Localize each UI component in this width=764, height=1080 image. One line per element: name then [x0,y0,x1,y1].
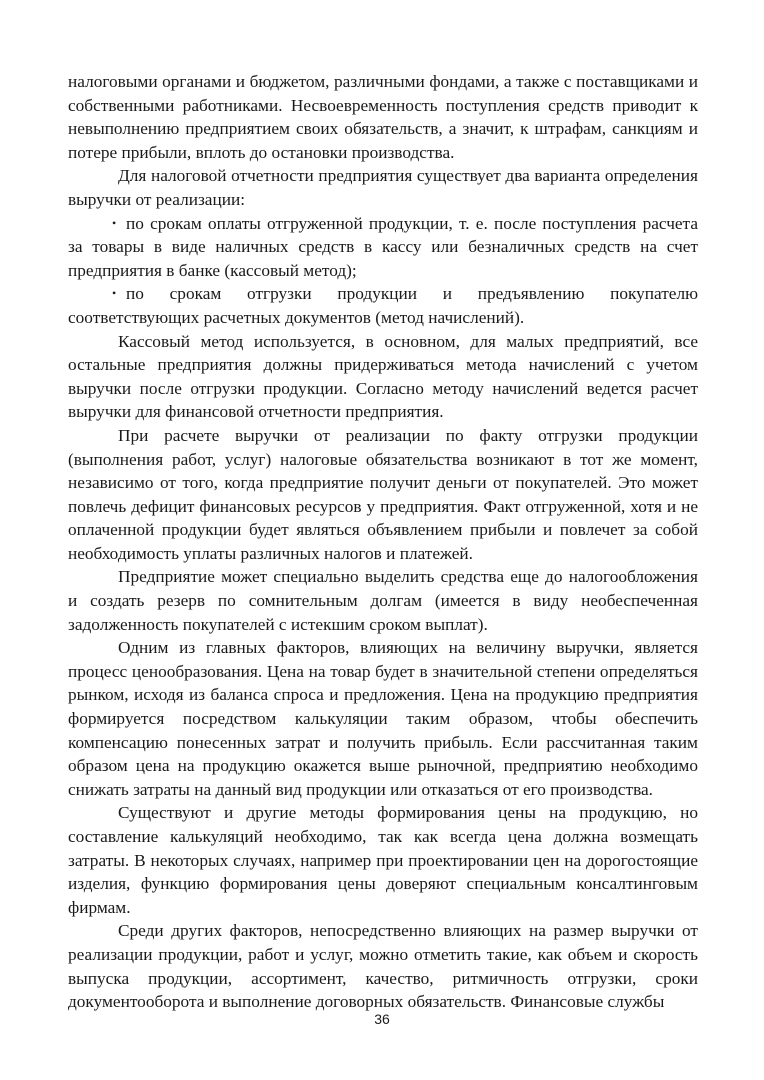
bullet-marker: • [112,215,117,230]
list-item-text: по срокам оплаты отгруженной продукции, т. е. после поступления расчета за товары в виде наличных средств в кассу или безналичных средств на счет предприятия в банке (кассовый метод); [68,213,698,280]
paragraph-other-factors: Среди других факторов, непосредственно влияющих на размер выручки от реализации продукции, работ и услуг, можно отметить такие, как объем и скорость выпуска продукции, ассортимент, качество, ритмичность отгрузки, сроки документооборота и выполнение договорных обязательств. Финансовые службы [68,921,698,1012]
paragraph-tax-obligations: При расчете выручки от реализации по факту отгрузки продукции (выполнения работ, услуг) налоговые обязательства возникают в тот же момент, независимо от того, когда предприятие получит деньги от покупателей. Это может повлечь дефицит финансовых ресурсов у предприятия. Факт отгруженной, хотя и не оплаченной продукции будет являться объявлением прибыли и повлечет за собой необходимость уплаты различных налогов и платежей. [68,425,698,563]
body-text [68,70,698,1014]
paragraph-doubtful-debts: Предприятие может специально выделить средства еще до налогообложения и создать резерв по сомнительным долгам (имеется в виду необеспеченная задолженность покупателей с истекшим сроком выплат). [68,567,698,634]
paragraph-other-methods: Существуют и другие методы формирования цены на продукцию, но составление калькуляций необходимо, так как всегда цена должна возмещать затраты. В некоторых случаях, например при проектировании цен на дорогостоящие изделия, функцию формирования цены доверяют специальным консалтинговым фирмам. [68,803,698,917]
paragraph-pricing: Одним из главных факторов, влияющих на величину выручки, является процесс ценообразования. Цена на товар будет в значительной степени определяться рынком, исходя из баланса спроса и предложения. Цена на продукцию предприятия формируется посредством калькуляции таким образом, чтобы обеспечить компенсацию понесенных затрат и получить прибыль. Если рассчитанная таким образом цена на продукцию окажется выше рыночной, предприятию необходимо снижать затраты на данный вид продукции или отказаться от его производства. [68,638,698,799]
bullet-marker: • [112,286,117,301]
list-item-accrual-method [68,282,698,329]
list-item-cash-method [68,212,698,283]
paragraph-continuation: налоговыми органами и бюджетом, различными фондами, а также с поставщиками и собственными работниками. Несвоевременность поступления средств приводит к невыполнению предприятием своих обязательств, а значит, к штрафам, санкциям и потере прибыли, вплоть до остановки производства. [68,72,698,162]
page-number: 36 [374,1011,390,1027]
list-item-text: по срокам отгрузки продукции и предъявлению покупателю соответствующих расчетных документов (метод начислений). [68,284,698,327]
paragraph-cash-method-usage: Кассовый метод используется, в основном, для малых предприятий, все остальные предприятия должны придерживаться метода начислений с учетом выручки после отгрузки продукции. Согласно методу начислений ведется расчет выручки для финансовой отчетности предприятия. [68,331,698,422]
paragraph-revenue-options: Для налоговой отчетности предприятия существует два варианта определения выручки от реализации: [68,166,698,209]
